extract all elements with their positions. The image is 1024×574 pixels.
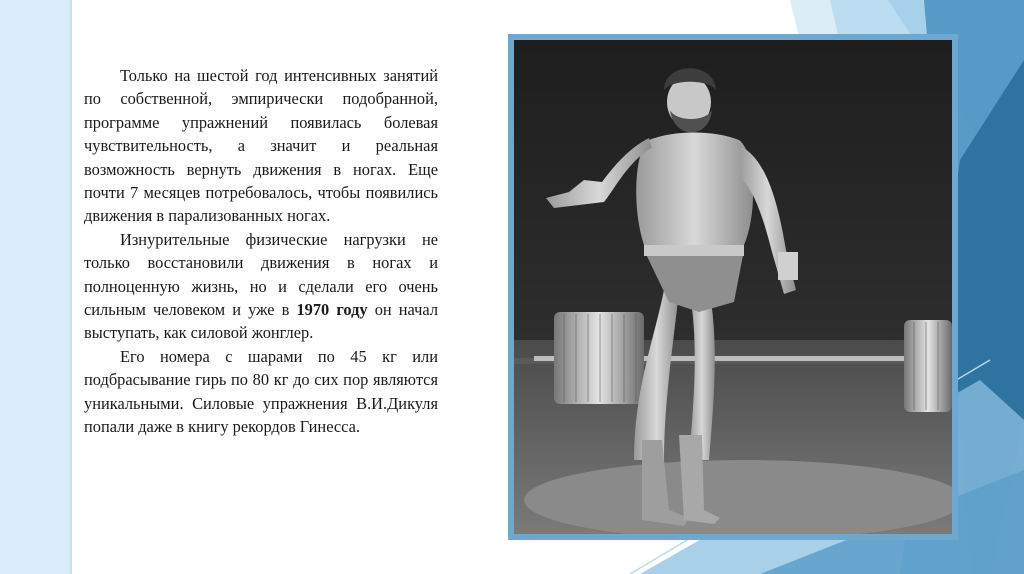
paragraph-3: Его номера с шарами по 45 кг или подбрасывание гирь по 80 кг до сих пор являются уникальными. Силовые упражнения В.И.Дикуля попали даже в книгу рекордов Гинесса. — [84, 346, 438, 437]
paragraph-2: Изнурительные физические нагрузки не только восстановили движения в ногах и полноценную жизнь, но и сделали его очень сильным человеком и уже в 1970 году он начал выступать, как силовой жонглер. — [84, 229, 438, 343]
strongman-photo — [514, 40, 952, 534]
body-text — [84, 64, 438, 439]
photo-frame — [508, 34, 958, 540]
year-highlight: 1970 году — [296, 300, 368, 320]
paragraph-1: Только на шестой год интенсивных занятий по собственной, эмпирически подобранной, программе упражнений появилась болевая чувствительность, а значит и реальная возможность вернуть движения в ногах. Еще почти 7 месяцев потребовалось, чтобы появились движения в парализованных ногах. — [84, 66, 438, 226]
